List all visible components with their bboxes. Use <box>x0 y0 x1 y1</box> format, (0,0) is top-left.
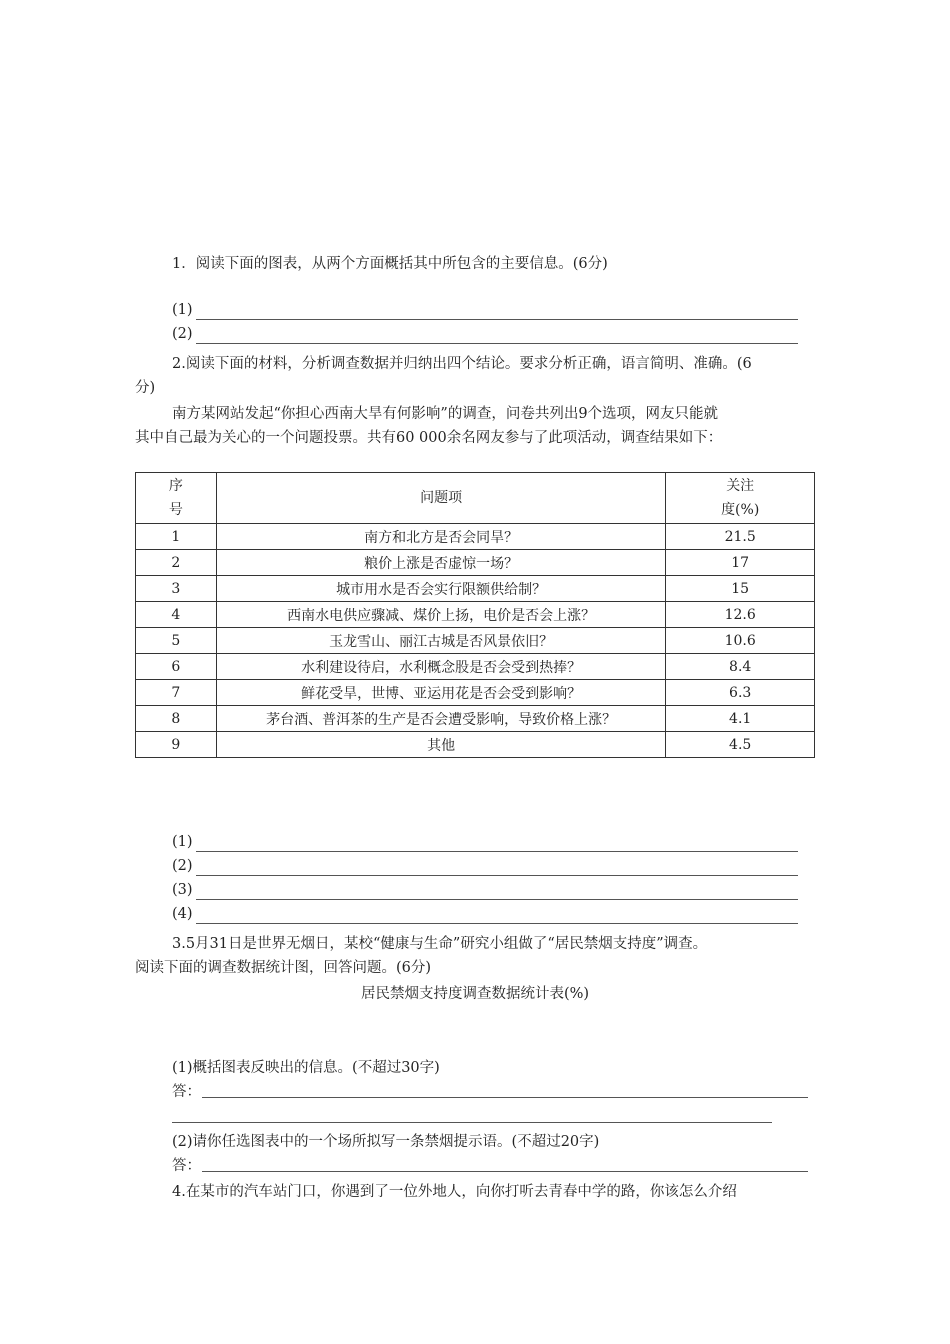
table-row <box>136 524 815 550</box>
row-attention: 10.6 <box>666 628 815 654</box>
row-item: 其他 <box>216 732 666 758</box>
table-row <box>136 654 815 680</box>
table-row <box>136 628 815 654</box>
q2-material-line1: 南方某网站发起“你担心西南大旱有何影响”的调查，问卷共列出9个选项，网友只能就 <box>172 406 719 422</box>
row-item: 南方和北方是否会同旱？ <box>216 524 666 550</box>
row-attention: 15 <box>666 576 815 602</box>
q1-prompt: 1．阅读下面的图表，从两个方面概括其中所包含的主要信息。(6分) <box>172 256 608 272</box>
blank-label: (2) <box>172 858 193 874</box>
table-row <box>136 576 815 602</box>
row-no: 4 <box>136 602 217 628</box>
q3-prompt-line2: 阅读下面的调查数据统计图，回答问题。(6分) <box>135 960 432 976</box>
row-attention: 8.4 <box>666 654 815 680</box>
table-row <box>136 602 815 628</box>
blank-label: (1) <box>172 302 193 318</box>
row-item: 鲜花受旱，世博、亚运用花是否会受到影响？ <box>216 680 666 706</box>
row-attention: 12.6 <box>666 602 815 628</box>
header-no-line2: 号 <box>168 502 183 518</box>
row-attention: 4.1 <box>666 706 815 732</box>
table-row <box>136 550 815 576</box>
answer-line <box>202 1097 808 1098</box>
row-item: 茅台酒、普洱茶的生产是否会遭受影响，导致价格上涨？ <box>216 706 666 732</box>
row-no: 8 <box>136 706 217 732</box>
table-header-row <box>136 473 815 524</box>
answer-line <box>196 899 798 900</box>
row-attention: 4.5 <box>666 732 815 758</box>
row-no: 6 <box>136 654 217 680</box>
answer-line <box>196 851 798 852</box>
answer-label: 答： <box>172 1158 201 1174</box>
q2-prompt-line2: 分) <box>135 380 156 396</box>
q1-blank-1[interactable] <box>172 302 798 322</box>
table-row <box>136 706 815 732</box>
answer-line <box>202 1171 808 1172</box>
table-row <box>136 680 815 706</box>
row-attention: 17 <box>666 550 815 576</box>
row-item: 粮价上涨是否虚惊一场？ <box>216 550 666 576</box>
q3-sub1: (1)概括图表反映出的信息。(不超过30字) <box>172 1060 440 1076</box>
table-row <box>136 732 815 758</box>
header-attention <box>666 473 815 524</box>
header-no-line1: 序 <box>168 478 183 494</box>
blank-label: (3) <box>172 882 193 898</box>
row-item: 水利建设待启，水利概念股是否会受到热捧？ <box>216 654 666 680</box>
row-item: 城市用水是否会实行限额供给制？ <box>216 576 666 602</box>
survey-table <box>135 472 815 758</box>
answer-line-continuation <box>172 1122 772 1123</box>
q2-prompt-line1: 2.阅读下面的材料，分析调查数据并归纳出四个结论。要求分析正确，语言简明、准确。(6 <box>172 356 752 372</box>
row-no: 9 <box>136 732 217 758</box>
q2-blank-1[interactable] <box>172 834 798 854</box>
q2-blank-2[interactable] <box>172 858 798 878</box>
q2-blank-3[interactable] <box>172 882 798 902</box>
header-attn-line2: 度(%) <box>721 502 760 518</box>
row-item: 玉龙雪山、丽江古城是否风景依旧？ <box>216 628 666 654</box>
q1-blank-2[interactable] <box>172 326 798 346</box>
header-no <box>136 473 217 524</box>
q2-blank-4[interactable] <box>172 906 798 926</box>
row-no: 3 <box>136 576 217 602</box>
q3-answer-1[interactable] <box>172 1080 808 1100</box>
blank-label: (2) <box>172 326 193 342</box>
q3-answer-2[interactable] <box>172 1154 808 1174</box>
answer-label: 答： <box>172 1084 201 1100</box>
blank-label: (4) <box>172 906 193 922</box>
row-no: 7 <box>136 680 217 706</box>
row-attention: 6.3 <box>666 680 815 706</box>
answer-line <box>196 923 798 924</box>
q3-prompt-line1: 3.5月31日是世界无烟日，某校“健康与生命”研究小组做了“居民禁烟支持度”调查。 <box>172 936 708 952</box>
blank-label: (1) <box>172 834 193 850</box>
row-attention: 21.5 <box>666 524 815 550</box>
chart-caption: 居民禁烟支持度调查数据统计表(%) <box>360 986 590 1002</box>
header-item: 问题项 <box>216 473 666 524</box>
answer-line <box>196 343 798 344</box>
q2-material-line2: 其中自己最为关心的一个问题投票。共有60 000余名网友参与了此项活动，调查结果如下： <box>135 430 723 446</box>
q4-prompt-line1: 4.在某市的汽车站门口，你遇到了一位外地人，向你打听去青春中学的路，你该怎么介绍 <box>172 1184 737 1200</box>
q3-sub2: (2)请你任选图表中的一个场所拟写一条禁烟提示语。(不超过20字) <box>172 1134 600 1150</box>
row-no: 1 <box>136 524 217 550</box>
row-no: 2 <box>136 550 217 576</box>
answer-line <box>196 319 798 320</box>
row-no: 5 <box>136 628 217 654</box>
answer-line <box>196 875 798 876</box>
header-attn-line1: 关注 <box>726 478 755 494</box>
row-item: 西南水电供应骤减、煤价上扬，电价是否会上涨？ <box>216 602 666 628</box>
